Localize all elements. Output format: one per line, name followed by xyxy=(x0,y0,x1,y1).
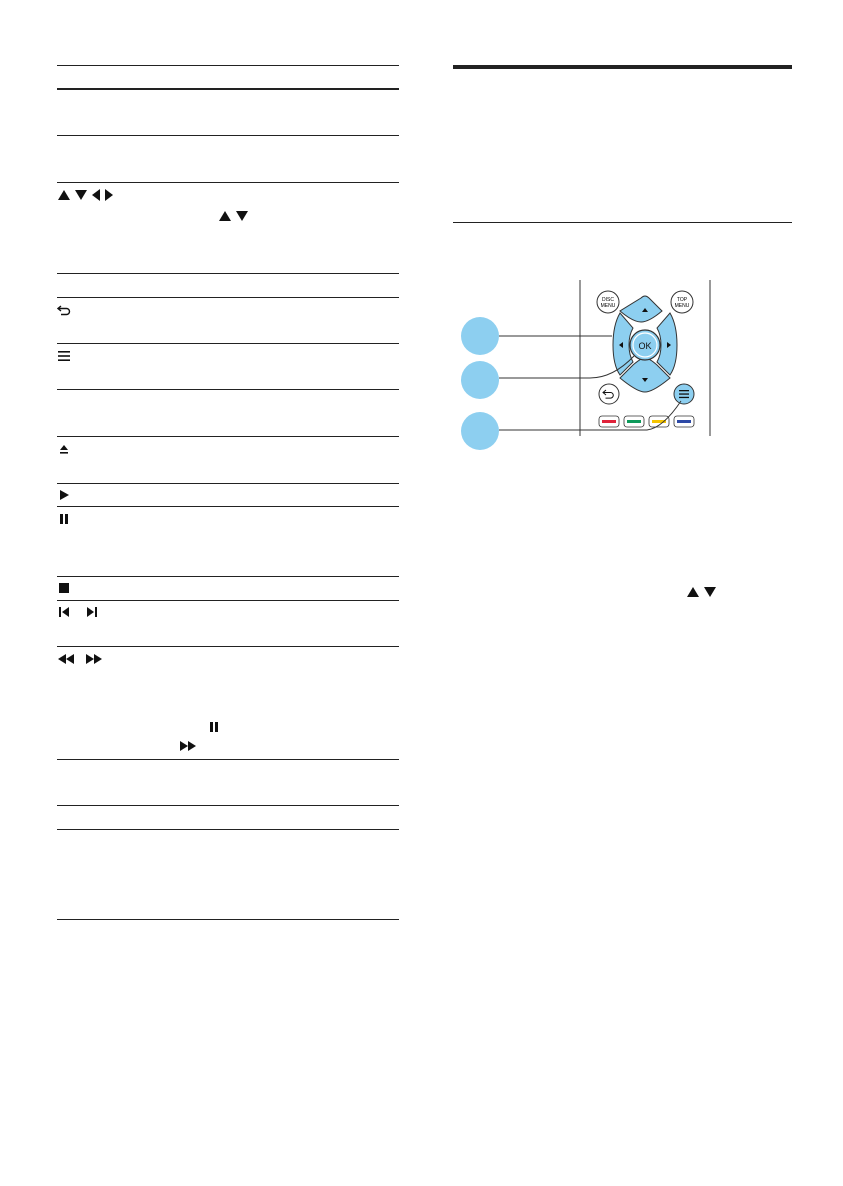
table-row-divider xyxy=(57,297,399,298)
pause-icon xyxy=(57,512,71,526)
play-icon xyxy=(57,488,71,502)
triangle-right-icon xyxy=(104,188,114,202)
table-row-divider xyxy=(57,506,399,507)
fast-forward-icon xyxy=(85,652,103,666)
menu-navigation-section xyxy=(453,0,792,1186)
table-row-divider xyxy=(57,389,399,390)
fast-forward-icon xyxy=(179,739,197,753)
subsection-rule xyxy=(453,222,792,223)
table-row-divider xyxy=(57,483,399,484)
rewind-icon xyxy=(57,652,75,666)
table-row-divider xyxy=(57,182,399,183)
back-key xyxy=(599,384,619,404)
svg-text:MENU: MENU xyxy=(600,303,616,309)
back-arrow-icon xyxy=(57,303,71,317)
table-row-divider xyxy=(57,759,399,760)
table-row-divider xyxy=(57,829,399,830)
options-key xyxy=(674,384,694,404)
table-row-divider xyxy=(57,135,399,136)
triangle-down-icon xyxy=(703,585,717,599)
callout-1 xyxy=(461,317,612,355)
skip-previous-icon xyxy=(57,605,71,619)
nav-up-key xyxy=(620,296,662,322)
callout-3 xyxy=(461,401,681,450)
table-row-search xyxy=(57,652,103,666)
triangle-up-icon xyxy=(686,585,700,599)
pause-icon xyxy=(207,720,221,734)
table-header-rule xyxy=(57,88,399,90)
color-keys xyxy=(599,416,694,427)
triangle-up-icon xyxy=(218,209,232,223)
top-menu-key xyxy=(671,291,693,313)
table-row-divider xyxy=(57,805,399,806)
disc-menu-key xyxy=(597,291,619,313)
ok-key xyxy=(630,330,660,360)
section-top-bar xyxy=(453,65,792,69)
key-table xyxy=(57,0,399,1186)
triangle-up-icon xyxy=(57,188,71,202)
inline-forward-icon xyxy=(179,739,197,753)
triangle-left-icon xyxy=(91,188,101,202)
table-row-divider xyxy=(57,576,399,577)
options-menu-icon xyxy=(57,349,71,363)
table-top-rule xyxy=(57,65,399,66)
table-row-back xyxy=(57,303,71,317)
svg-text:TOP: TOP xyxy=(676,297,688,303)
svg-text:DISC: DISC xyxy=(602,297,614,303)
table-row-pause xyxy=(57,512,71,526)
table-row-stop xyxy=(57,581,71,595)
table-row-divider xyxy=(57,600,399,601)
stop-icon xyxy=(57,581,71,595)
table-row-skip xyxy=(57,605,99,619)
inline-pause-icon xyxy=(207,720,221,734)
table-row-divider xyxy=(57,436,399,437)
table-row-divider xyxy=(57,646,399,647)
table-row-play xyxy=(57,488,71,502)
svg-text:OK: OK xyxy=(638,341,652,351)
svg-text:MENU: MENU xyxy=(674,303,690,309)
table-row-eject xyxy=(57,442,71,456)
table-row-divider xyxy=(57,343,399,344)
eject-icon xyxy=(57,442,71,456)
triangle-down-icon xyxy=(235,209,249,223)
table-row-options xyxy=(57,349,71,363)
inline-up-down-icons xyxy=(686,585,717,599)
table-row-nav-keys xyxy=(57,188,114,202)
inline-up-down-icons xyxy=(218,209,249,223)
table-bottom-rule xyxy=(57,919,399,920)
skip-next-icon xyxy=(85,605,99,619)
page-edge-line xyxy=(0,0,56,2)
remote-control-illustration xyxy=(453,270,753,460)
table-row-divider xyxy=(57,273,399,274)
triangle-down-icon xyxy=(74,188,88,202)
